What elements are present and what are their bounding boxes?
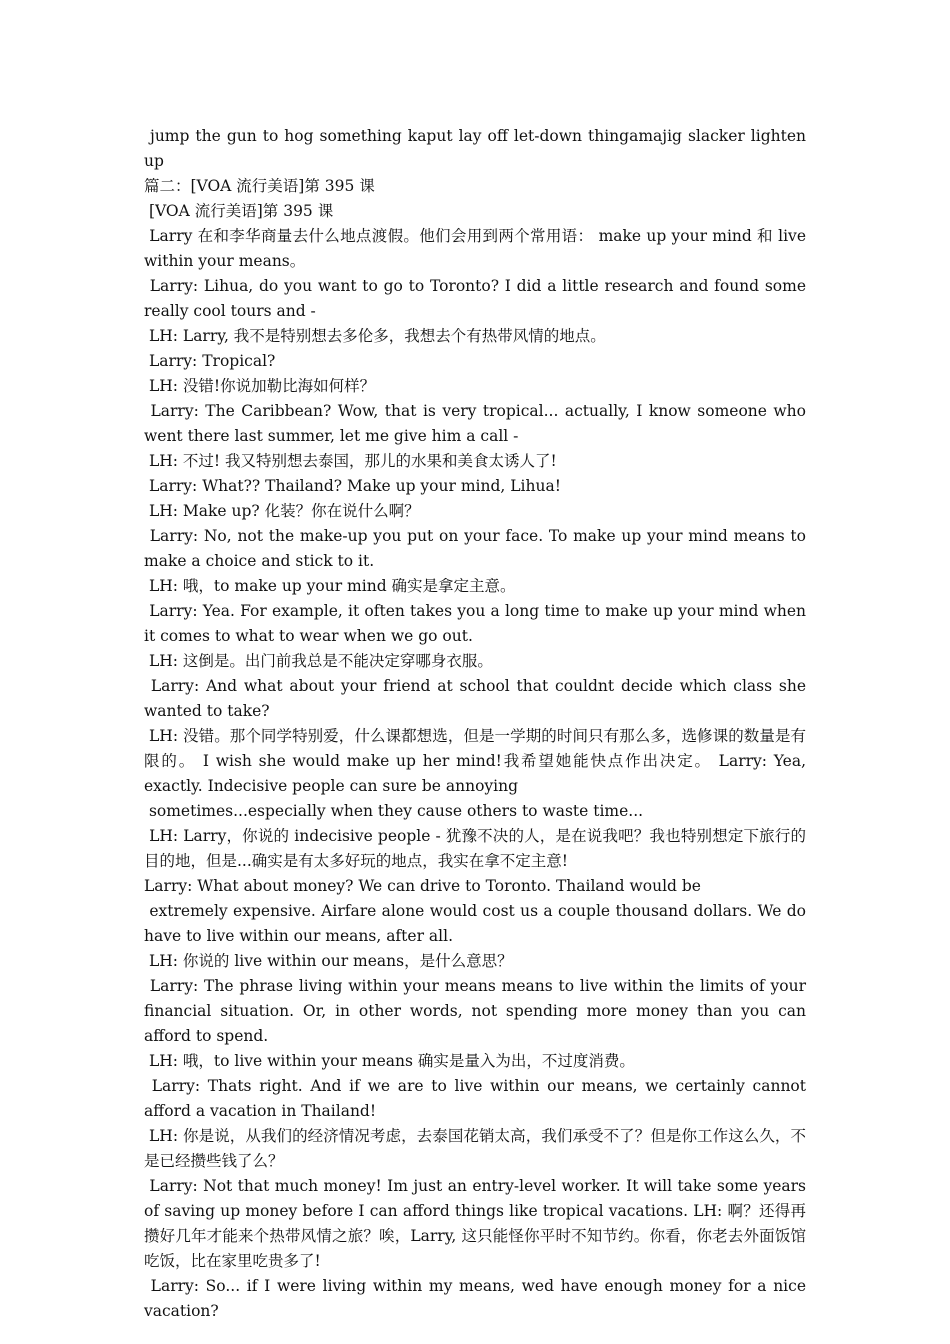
- paragraph-dialogue-line: LH: Larry，你说的 indecisive people - 犹豫不决的人，是在说我吧？我也特别想定下旅行的目的地，但是...确实是有太多好玩的地点，我实在拿不定主意!: [144, 827, 806, 870]
- paragraph-dialogue-line: extremely expensive. Airfare alone would cost us a couple thousand dollars. We do have to live within our means, after all.: [144, 902, 811, 945]
- paragraph-dialogue-line: Larry: The phrase living within your means means to live within the limits of your financial situation. Or, in other words, not spending more money than you can afford to spend.: [144, 977, 811, 1045]
- paragraph-dialogue-line: Larry: Not that much money! Im just an entry-level worker. It will take some years of saving up money before I can afford things like tropical vacations. LH: 啊？还得再攒好几年才能来个热带风情之旅？唉，Larry, 这只能怪你平时不知节约。你看，你老去外面饭馆吃饭，比在家里吃贵多了!: [144, 1177, 811, 1270]
- paragraph-dialogue-line: Larry: So... if I were living within my means, wed have enough money for a nice vacation?: [144, 1277, 811, 1320]
- paragraph-dialogue-line: Larry: What?? Thailand? Make up your mind, Lihua!: [144, 477, 561, 495]
- paragraph-dialogue-line: LH: Larry, 我不是特别想去多伦多，我想去个有热带风情的地点。: [144, 327, 606, 345]
- document-body: [144, 124, 811, 1324]
- paragraph-dialogue-line: Larry: Thats right. And if we are to live within our means, we certainly cannot afford a vacation in Thailand!: [144, 1077, 811, 1120]
- paragraph-dialogue-line: LH: 你是说，从我们的经济情况考虑，去泰国花销太高，我们承受不了？但是你工作这么久，不是已经攒些钱了么？: [144, 1127, 806, 1170]
- paragraph-section-heading: 篇二：[VOA 流行美语]第 395 课: [144, 177, 375, 195]
- paragraph-dialogue-line: Larry: The Caribbean? Wow, that is very tropical... actually, I know someone who went there last summer, let me give him a call -: [144, 402, 811, 445]
- paragraph-dialogue-line: Larry: Yea. For example, it often takes you a long time to make up your mind when it comes to what to wear when we go out.: [144, 602, 811, 645]
- paragraph-dialogue-line: LH: 哦，to live within your means 确实是量入为出，不过度消费。: [144, 1052, 635, 1070]
- paragraph-dialogue-line: Larry: Tropical?: [144, 352, 276, 370]
- paragraph-keyword-list: jump the gun to hog something kaput lay off let-down thingamajig slacker lighten up: [144, 127, 811, 170]
- paragraph-dialogue-line: LH: 哦，to make up your mind 确实是拿定主意。: [144, 577, 516, 595]
- paragraph-lesson-title: [VOA 流行美语]第 395 课: [144, 202, 334, 220]
- paragraph-dialogue-line: sometimes...especially when they cause others to waste time...: [144, 802, 644, 820]
- paragraph-dialogue-line: LH: 这倒是。出门前我总是不能决定穿哪身衣服。: [144, 652, 493, 670]
- paragraph-dialogue-line: Larry: And what about your friend at school that couldnt decide which class she wanted to take?: [144, 677, 811, 720]
- paragraph-dialogue-line: Larry: Lihua, do you want to go to Toronto? I did a little research and found some really cool tours and -: [144, 277, 811, 320]
- paragraph-dialogue-line: Larry: What about money? We can drive to Toronto. Thailand would be: [144, 877, 701, 895]
- paragraph-dialogue-line: LH: 没错。那个同学特别爱，什么课都想选，但是一学期的时间只有那么多，选修课的数量是有限的。 I wish she would make up her mind!我希望她能快点作出决定。 Larry: Yea, exactly. Indecisive people can sure be annoying: [144, 727, 811, 795]
- paragraph-dialogue-line: LH: 不过! 我又特别想去泰国，那儿的水果和美食太诱人了!: [144, 452, 557, 470]
- paragraph-dialogue-line: LH: 没错!你说加勒比海如何样？: [144, 377, 376, 395]
- paragraph-intro: Larry 在和李华商量去什么地点渡假。他们会用到两个常用语： make up your mind 和 live within your means。: [144, 227, 811, 270]
- paragraph-dialogue-line: LH: 你说的 live within our means，是什么意思？: [144, 952, 513, 970]
- paragraph-dialogue-line: Larry: No, not the make-up you put on your face. To make up your mind means to make a choice and stick to it.: [144, 527, 811, 570]
- paragraph-dialogue-line: LH: Make up? 化装？你在说什么啊？: [144, 502, 420, 520]
